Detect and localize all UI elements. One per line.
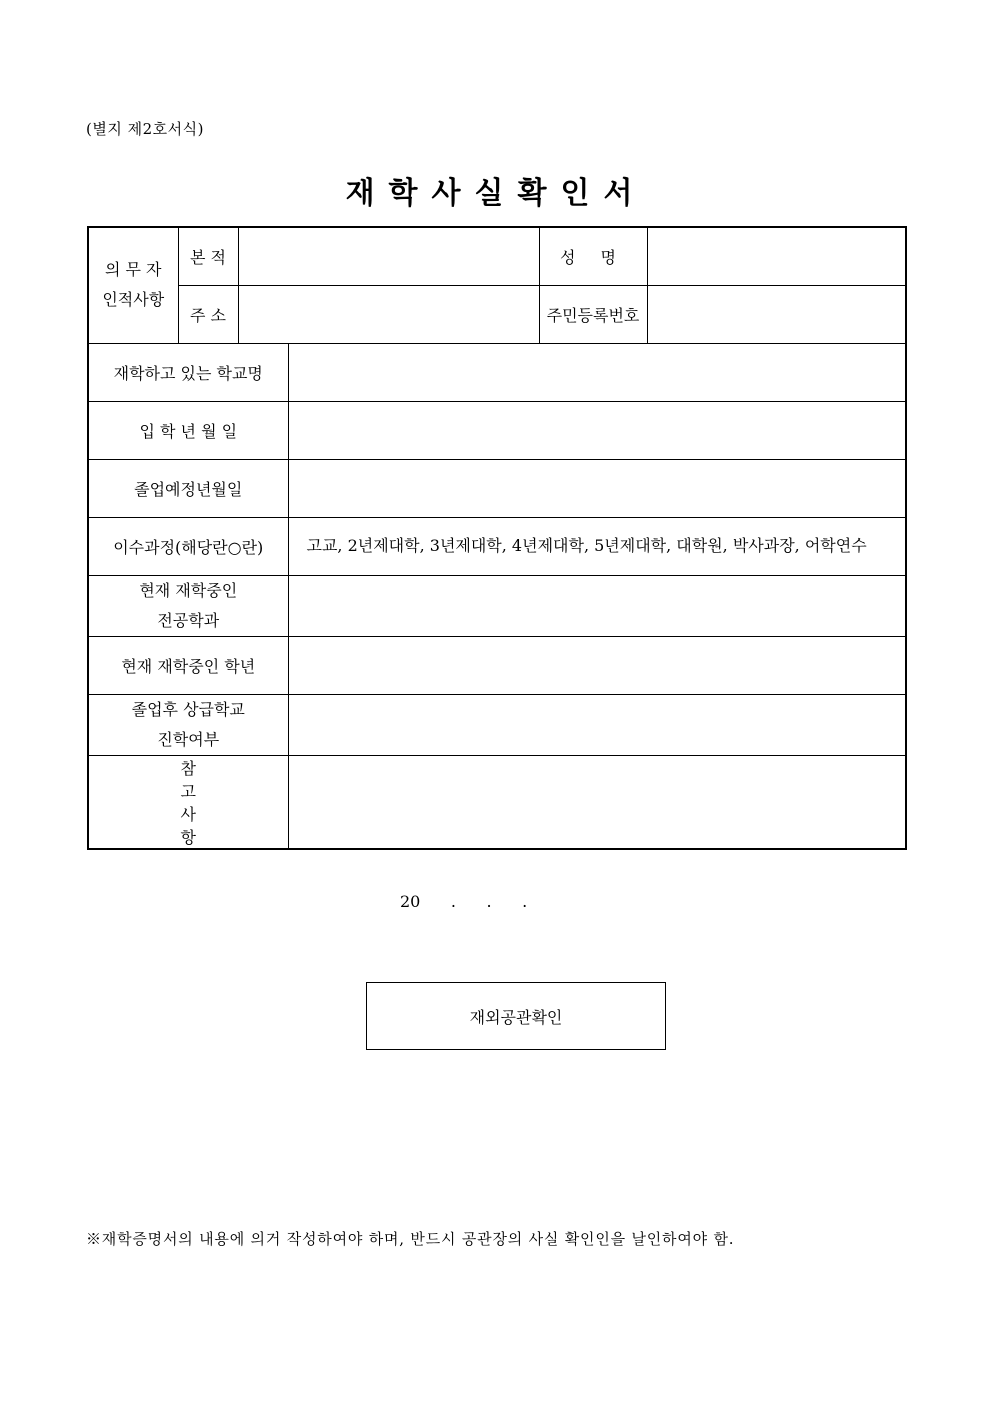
remarks-label: 참 고 사 항 <box>88 755 288 849</box>
major-label: 현재 재학중인 전공학과 <box>88 575 288 636</box>
school-name-label: 재학하고 있는 학교명 <box>88 343 288 401</box>
footnote: ※재학증명서의 내용에 의거 작성하여야 하며, 반드시 공관장의 사실 확인인을 날인하여야 함. <box>86 1230 735 1248</box>
resident-number-field[interactable] <box>647 285 906 343</box>
grade-field[interactable] <box>288 636 906 694</box>
remarks-field[interactable] <box>288 755 906 849</box>
address-label: 주 소 <box>178 285 238 343</box>
domicile-field[interactable] <box>238 227 539 285</box>
document-title: 재학사실확인서 <box>345 176 647 211</box>
major-row <box>88 575 906 636</box>
address-field[interactable] <box>238 285 539 343</box>
admission-date-label: 입 학 년 월 일 <box>88 401 288 459</box>
graduation-date-field[interactable] <box>288 459 906 517</box>
advancement-field[interactable] <box>288 694 906 755</box>
date-line[interactable]: 20 . . . <box>400 892 528 911</box>
grade-label: 현재 재학중인 학년 <box>88 636 288 694</box>
school-name-row <box>88 343 906 401</box>
consulate-confirmation-label: 재외공관확인 <box>469 1007 563 1027</box>
obligor-section-label: 의 무 자 인적사항 <box>88 227 178 343</box>
advancement-row <box>88 694 906 755</box>
form-number-label: (별지 제2호서식) <box>86 120 204 138</box>
school-name-field[interactable] <box>288 343 906 401</box>
course-label: 이수과정(해당란○란) <box>88 517 288 575</box>
admission-date-row <box>88 401 906 459</box>
major-field[interactable] <box>288 575 906 636</box>
grade-row <box>88 636 906 694</box>
consulate-confirmation-box[interactable] <box>366 982 666 1050</box>
enrollment-form-table <box>87 226 907 850</box>
course-row <box>88 517 906 575</box>
advancement-label: 졸업후 상급학교 진학여부 <box>88 694 288 755</box>
resident-number-label: 주민등록번호 <box>539 285 647 343</box>
name-label: 성 명 <box>539 227 647 285</box>
remarks-row <box>88 755 906 849</box>
graduation-date-row <box>88 459 906 517</box>
admission-date-field[interactable] <box>288 401 906 459</box>
domicile-label: 본 적 <box>178 227 238 285</box>
obligor-row-address <box>88 285 906 343</box>
name-field[interactable] <box>647 227 906 285</box>
course-options[interactable]: 고교, 2년제대학, 3년제대학, 4년제대학, 5년제대학, 대학원, 박사과장, 어학연수 <box>288 517 906 575</box>
obligor-row-domicile <box>88 227 906 285</box>
graduation-date-label: 졸업예정년월일 <box>88 459 288 517</box>
